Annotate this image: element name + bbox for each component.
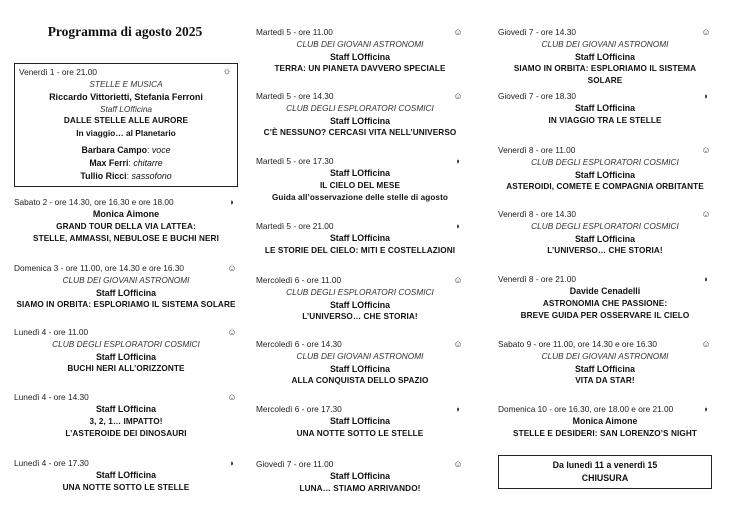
event-staff: Staff LOfficina: [329, 115, 391, 126]
event-title: STELLE E DESIDERI: SAN LORENZO’S NIGHT: [513, 428, 697, 438]
event-card: [256, 220, 464, 257]
event-title: LUNA… STIAMO ARRIVANDO!: [299, 483, 421, 493]
event-date: Giovedì 7 - ore 18.30: [498, 91, 576, 101]
event-date: Venerdì 8 - ore 14.30: [498, 209, 576, 219]
moon-icon: ◗: [455, 221, 461, 231]
event-date: Domenica 10 - ore 16.30, ore 18.00 e ore 21.00: [498, 404, 674, 414]
moon-icon: ◗: [229, 197, 235, 207]
performer: Max Ferri: chitarre: [89, 158, 163, 169]
event-title: L’UNIVERSO… CHE STORIA!: [547, 245, 663, 255]
moon-icon: ◗: [455, 404, 461, 414]
event-card: [256, 26, 464, 75]
event-date: Mercoledì 6 - ore 11.00: [256, 275, 342, 285]
event-note: Guida all’osservazione delle stelle di agosto: [271, 192, 449, 202]
event-series: CLUB DEGLI ESPLORATORI COSMICI: [52, 339, 200, 350]
event-date: Venerdì 8 - ore 11.00: [498, 145, 576, 155]
smiley-icon: ☺: [227, 263, 237, 273]
smiley-icon: ☺: [701, 145, 711, 155]
event-title: GRAND TOUR DELLA VIA LATTEA:: [56, 221, 196, 231]
moon-icon: ◗: [703, 404, 709, 414]
event-staff: Staff LOfficina: [95, 287, 157, 298]
smiley-icon: ☺: [453, 275, 463, 285]
event-staff: Staff LOfficina: [574, 51, 636, 62]
event-date: Sabato 9 - ore 11.00, ore 14.30 e ore 16.30: [498, 339, 657, 349]
event-series: CLUB DEGLI ESPLORATORI COSMICI: [286, 103, 434, 114]
event-title: SIAMO IN ORBITA: ESPLORIAMO IL SISTEMA SOLARE: [16, 299, 236, 309]
event-card: [498, 273, 712, 322]
event-date: Giovedì 7 - ore 11.00: [256, 459, 334, 469]
event-card: [498, 144, 712, 193]
event-date: Lunedì 4 - ore 17.30: [14, 458, 89, 468]
event-speakers: Riccardo Vittorietti, Stefania Ferroni: [49, 91, 203, 102]
event-series: CLUB DEGLI ESPLORATORI COSMICI: [286, 287, 434, 298]
event-title: UNA NOTTE SOTTO LE STELLE: [62, 482, 190, 492]
event-card: [498, 208, 712, 257]
smiley-icon: ☺: [453, 27, 463, 37]
smiley-icon: ☺: [453, 459, 463, 469]
event-date: Martedì 5 - ore 21.00: [256, 221, 334, 231]
smiley-icon: ☺: [701, 339, 711, 349]
event-date: Martedì 5 - ore 14.30: [256, 91, 334, 101]
event-series: CLUB DEGLI ESPLORATORI COSMICI: [531, 221, 679, 232]
event-staff: Staff LOfficina: [329, 471, 391, 482]
smiley-icon: ☺: [227, 327, 237, 337]
event-staff: Staff LOfficina: [329, 416, 391, 427]
event-date: Mercoledì 6 - ore 14.30: [256, 339, 342, 349]
event-staff: Staff LOfficina: [95, 404, 157, 415]
event-card: [498, 338, 712, 387]
event-card: [256, 90, 464, 139]
event-date: Giovedì 7 - ore 14.30: [498, 27, 576, 37]
event-card: [14, 63, 238, 187]
event-date: Martedì 5 - ore 11.00: [256, 27, 333, 37]
event-title: TERRA: UN PIANETA DAVVERO SPECIALE: [274, 63, 446, 73]
event-card: [14, 391, 238, 440]
event-staff: Staff LOfficina: [329, 233, 391, 244]
event-date: Mercoledì 6 - ore 17.30: [256, 404, 342, 414]
event-title: VITA DA STAR!: [575, 375, 635, 385]
event-staff: Staff LOfficina: [574, 363, 636, 374]
event-date: Martedì 5 - ore 17.30: [256, 156, 334, 166]
closure-label: CHIUSURA: [581, 472, 629, 483]
event-title: 3, 2, 1… IMPATTO!: [89, 416, 163, 426]
event-title: ALLA CONQUISTA DELLO SPAZIO: [291, 375, 429, 385]
event-date: Venerdì 8 - ore 21.00: [498, 274, 576, 284]
event-card: [256, 403, 464, 440]
closure-dates: Da lunedì 11 a venerdì 15: [552, 460, 658, 470]
event-series: CLUB DEI GIOVANI ASTRONOMI: [296, 351, 424, 362]
sun-icon: ☼: [222, 66, 232, 77]
event-staff: Staff LOfficina: [99, 103, 153, 114]
event-card: [256, 458, 464, 495]
smiley-icon: ☺: [701, 27, 711, 37]
event-date: Domenica 3 - ore 11.00, ore 14.30 e ore 16.30: [14, 263, 185, 273]
event-speaker: Monica Aimone: [92, 209, 160, 220]
event-title: UNA NOTTE SOTTO LE STELLE: [296, 428, 424, 438]
event-card: [14, 196, 238, 245]
event-series: STELLE E MUSICA: [89, 79, 163, 90]
event-date: Venerdì 1 - ore 21.00: [19, 67, 97, 77]
moon-icon: ◗: [455, 156, 461, 166]
performer: Barbara Campo: voce: [81, 144, 171, 155]
event-speaker: Davide Cenadelli: [569, 286, 641, 297]
event-title: SIAMO IN ORBITA: ESPLORIAMO IL SISTEMA SOLARE: [513, 63, 697, 86]
event-staff: Staff LOfficina: [95, 470, 157, 481]
event-title-2: L’ASTEROIDE DEI DINOSAURI: [65, 428, 187, 438]
event-date: Lunedì 4 - ore 11.00: [14, 327, 89, 337]
event-card: [14, 326, 238, 375]
event-title-2: STELLE, AMMASSI, NEBULOSE E BUCHI NERI: [33, 233, 219, 243]
smiley-icon: ☺: [453, 91, 463, 101]
event-title: IL CIELO DEL MESE: [319, 180, 401, 190]
event-card: [498, 90, 712, 127]
page-title: Programma di agosto 2025: [47, 24, 203, 39]
event-staff: Staff LOfficina: [329, 299, 391, 310]
event-title: C’È NESSUNO? CERCASI VITA NELL’UNIVERSO: [263, 127, 457, 137]
performer: Tullio Ricci: sassofono: [80, 171, 172, 182]
event-card: [498, 26, 712, 87]
event-title: DALLE STELLE ALLE AURORE: [63, 116, 189, 126]
event-card: [256, 155, 464, 204]
event-staff: Staff LOfficina: [95, 351, 157, 362]
smiley-icon: ☺: [453, 339, 463, 349]
event-card: [498, 403, 712, 440]
event-date: Lunedì 4 - ore 14.30: [14, 392, 89, 402]
event-card: [256, 274, 464, 323]
smiley-icon: ☺: [701, 209, 711, 219]
moon-icon: ◗: [703, 91, 709, 101]
moon-icon: ◗: [703, 274, 709, 284]
event-series: CLUB DEGLI ESPLORATORI COSMICI: [531, 157, 679, 168]
event-title-2: BREVE GUIDA PER OSSERVARE IL CIELO: [520, 310, 690, 320]
event-staff: Staff LOfficina: [574, 233, 636, 244]
smiley-icon: ☺: [227, 392, 237, 402]
event-staff: Staff LOfficina: [329, 168, 391, 179]
event-series: CLUB DEI GIOVANI ASTRONOMI: [296, 39, 424, 50]
moon-icon: ◗: [229, 458, 235, 468]
event-series: CLUB DEI GIOVANI ASTRONOMI: [541, 351, 669, 362]
event-title: L’UNIVERSO… CHE STORIA!: [302, 311, 418, 321]
event-date: Sabato 2 - ore 14.30, ore 16.30 e ore 18.00: [14, 197, 174, 207]
event-card: [14, 262, 238, 311]
event-title: LE STORIE DEL CIELO: MITI E COSTELLAZIONI: [264, 245, 456, 255]
event-series: CLUB DEI GIOVANI ASTRONOMI: [62, 275, 190, 286]
event-subtitle: In viaggio… al Planetario: [76, 128, 176, 139]
event-title: BUCHI NERI ALL’ORIZZONTE: [67, 363, 185, 373]
event-series: CLUB DEI GIOVANI ASTRONOMI: [541, 39, 669, 50]
event-staff: Staff LOfficina: [574, 169, 636, 180]
event-staff: Staff LOfficina: [329, 51, 391, 62]
closure-notice: [498, 455, 712, 489]
event-card: [14, 457, 238, 494]
event-title: ASTEROIDI, COMETE E COMPAGNIA ORBITANTE: [506, 181, 704, 191]
event-title: IN VIAGGIO TRA LE STELLE: [548, 115, 662, 125]
event-title: ASTRONOMIA CHE PASSIONE:: [542, 298, 668, 308]
event-staff: Staff LOfficina: [574, 103, 636, 114]
event-staff: Staff LOfficina: [329, 363, 391, 374]
event-card: [256, 338, 464, 387]
event-speaker: Monica Aimone: [572, 416, 638, 427]
